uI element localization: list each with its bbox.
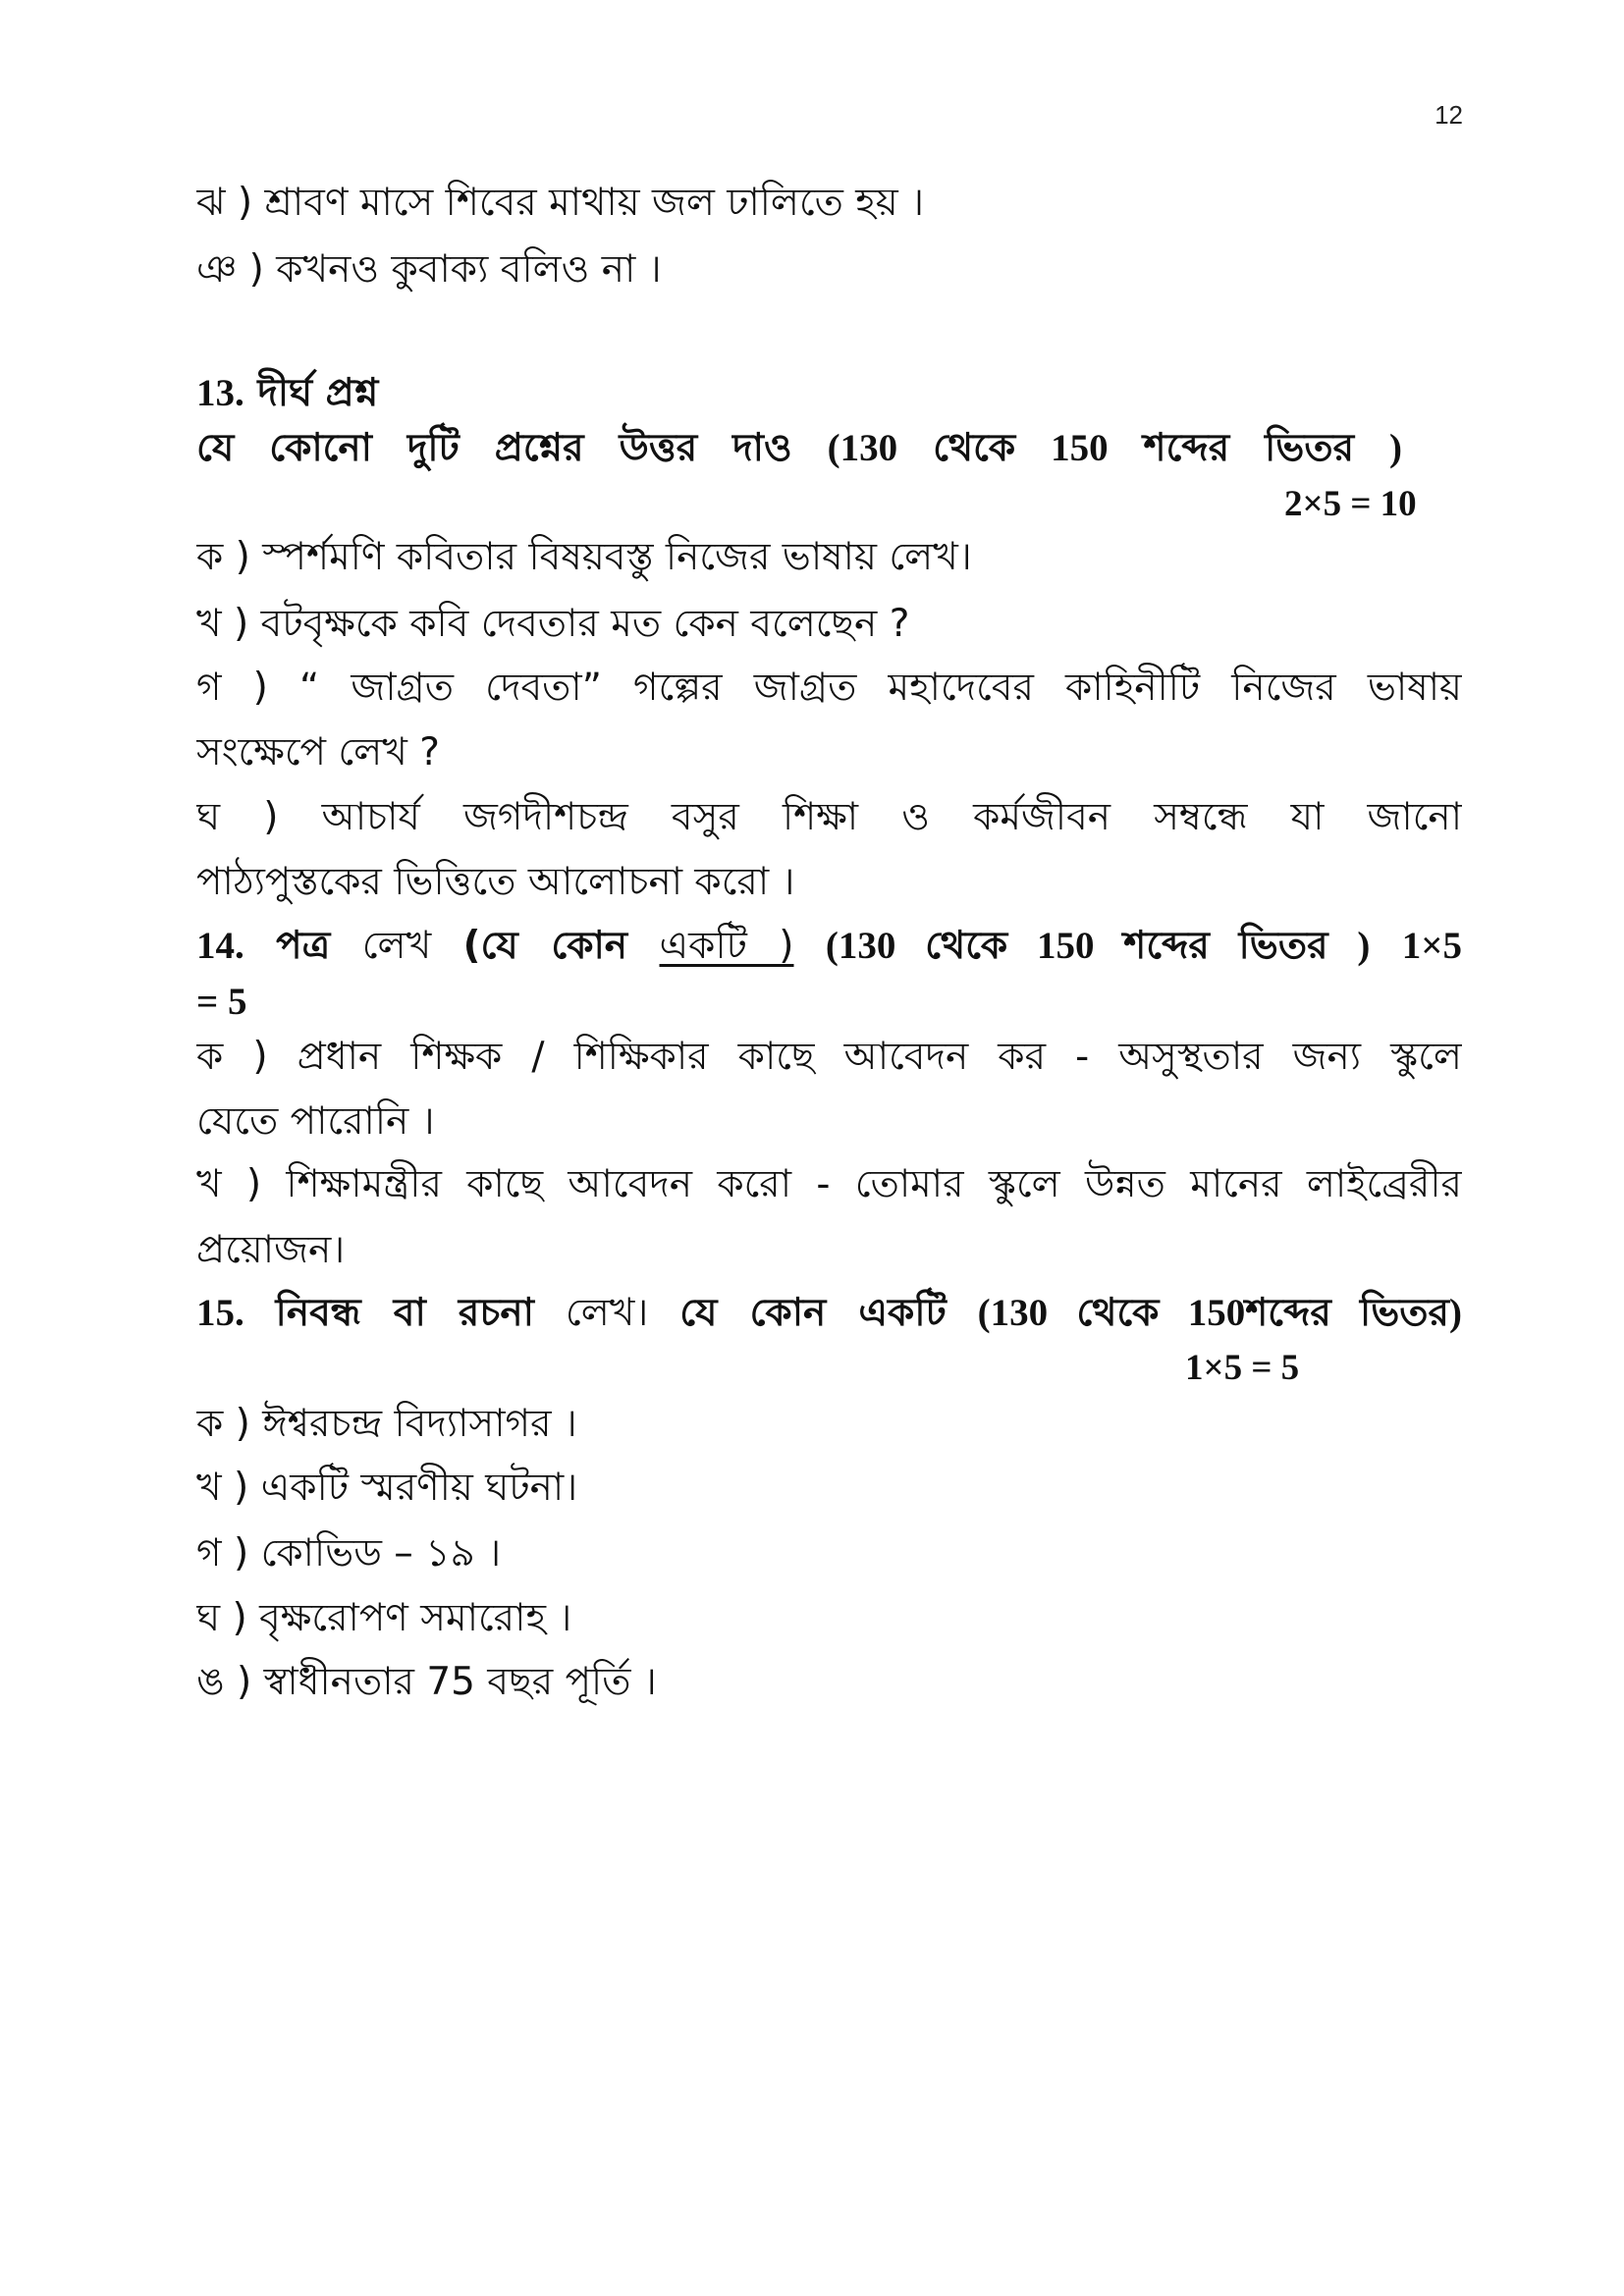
q13-title: দীর্ঘ প্রশ্ন [257,371,379,415]
q13-heading [196,364,1462,423]
q14-item-kha-line1: খ ) শিক্ষামন্ত্রীর কাছে আবেদন করো - তোমার স্কুলে উন্নত মানের লাইব্রেরীর [196,1162,1462,1206]
q15-marks: 1×5 = 5 [1185,1348,1300,1388]
q13-item-gha-line2: পাঠ্যপুস্তকের ভিত্তিতে আলোচনা করো । [196,860,795,904]
q14-item-ka-line2: যেতে পারোনি । [196,1099,435,1144]
q15-heading [196,1284,1462,1343]
q13-item-ga-line1: গ ) “ জাগ্রত দেবতা” গল্পের জাগ্রত মহাদেবের কাহিনীটি নিজের ভাষায় [196,666,1462,710]
q13-item-kha: খ ) বটবৃক্ষকে কবি দেবতার মত কেন বলেছেন ? [196,602,910,646]
q13-item-gha-line1: ঘ ) আচার্য জগদীশচন্দ্র বসুর শিক্ষা ও কর্মজীবন সম্বন্ধে যা জানো [196,795,1462,839]
q14-item-kha-line2: প্রয়োজন। [196,1228,346,1272]
q15-item-ka: ক ) ঈশ্বরচন্দ্র বিদ্যাসাগর । [196,1402,577,1446]
q12-item-nya: ঞ ) কখনও কুবাক্য বলিও না । [196,247,662,292]
q14-choice-prefix: (যে কোন [462,924,628,968]
q13-marks: 2×5 = 10 [1284,484,1417,524]
q14-verb: লেখ [361,924,432,968]
q14-number: 14. [196,925,244,967]
q15-item-kha: খ ) একটি স্মরণীয় ঘটনা। [196,1466,578,1510]
q13-item-ka: ক ) স্পর্শমণি কবিতার বিষয়বস্তু নিজের ভাষায় লেখ। [196,535,972,579]
q13-item-ga-line2: সংক্ষেপে লেখ ? [196,730,440,774]
q15-title: নিবন্ধ বা রচনা [275,1291,534,1335]
q15-word-limit: (130 থেকে 150শব্দের ভিতর) [977,1292,1462,1334]
q13-instruction: যে কোনো দুটি প্রশ্নের উত্তর দাও (130 থেকে 150 শব্দের ভিতর ) [196,427,1402,469]
q15-item-ga: গ ) কোভিড – ১৯ । [196,1531,502,1575]
q14-title: পত্র [276,924,331,968]
q14-marks-part2: = 5 [196,981,247,1023]
q13-number: 13. [196,372,244,414]
q15-choice: যে কোন একটি [679,1291,947,1335]
q15-item-uma: ঙ ) স্বাধীনতার 75 বছর পূর্তি । [196,1660,657,1704]
q14-item-ka-line1: ক ) প্রধান শিক্ষক / শিক্ষিকার কাছে আবেদন কর - অসুস্থতার জন্য স্কুলে [196,1035,1462,1079]
q14-choice-word: একটি ) [659,924,794,968]
q15-item-gha: ঘ ) বৃক্ষরোপণ সমারোহ । [196,1596,572,1640]
q14-word-limit: (130 থেকে 150 শব্দের ভিতর ) [825,925,1371,967]
q15-verb: লেখ। [565,1291,649,1335]
q14-heading [196,917,1462,976]
q14-marks-part1: 1×5 [1401,925,1462,967]
q15-number: 15. [196,1292,244,1334]
page-number: 12 [1435,100,1463,130]
q12-item-jha: ঝ ) শ্রাবণ মাসে শিবের মাথায় জল ঢালিতে হয় । [196,181,925,225]
